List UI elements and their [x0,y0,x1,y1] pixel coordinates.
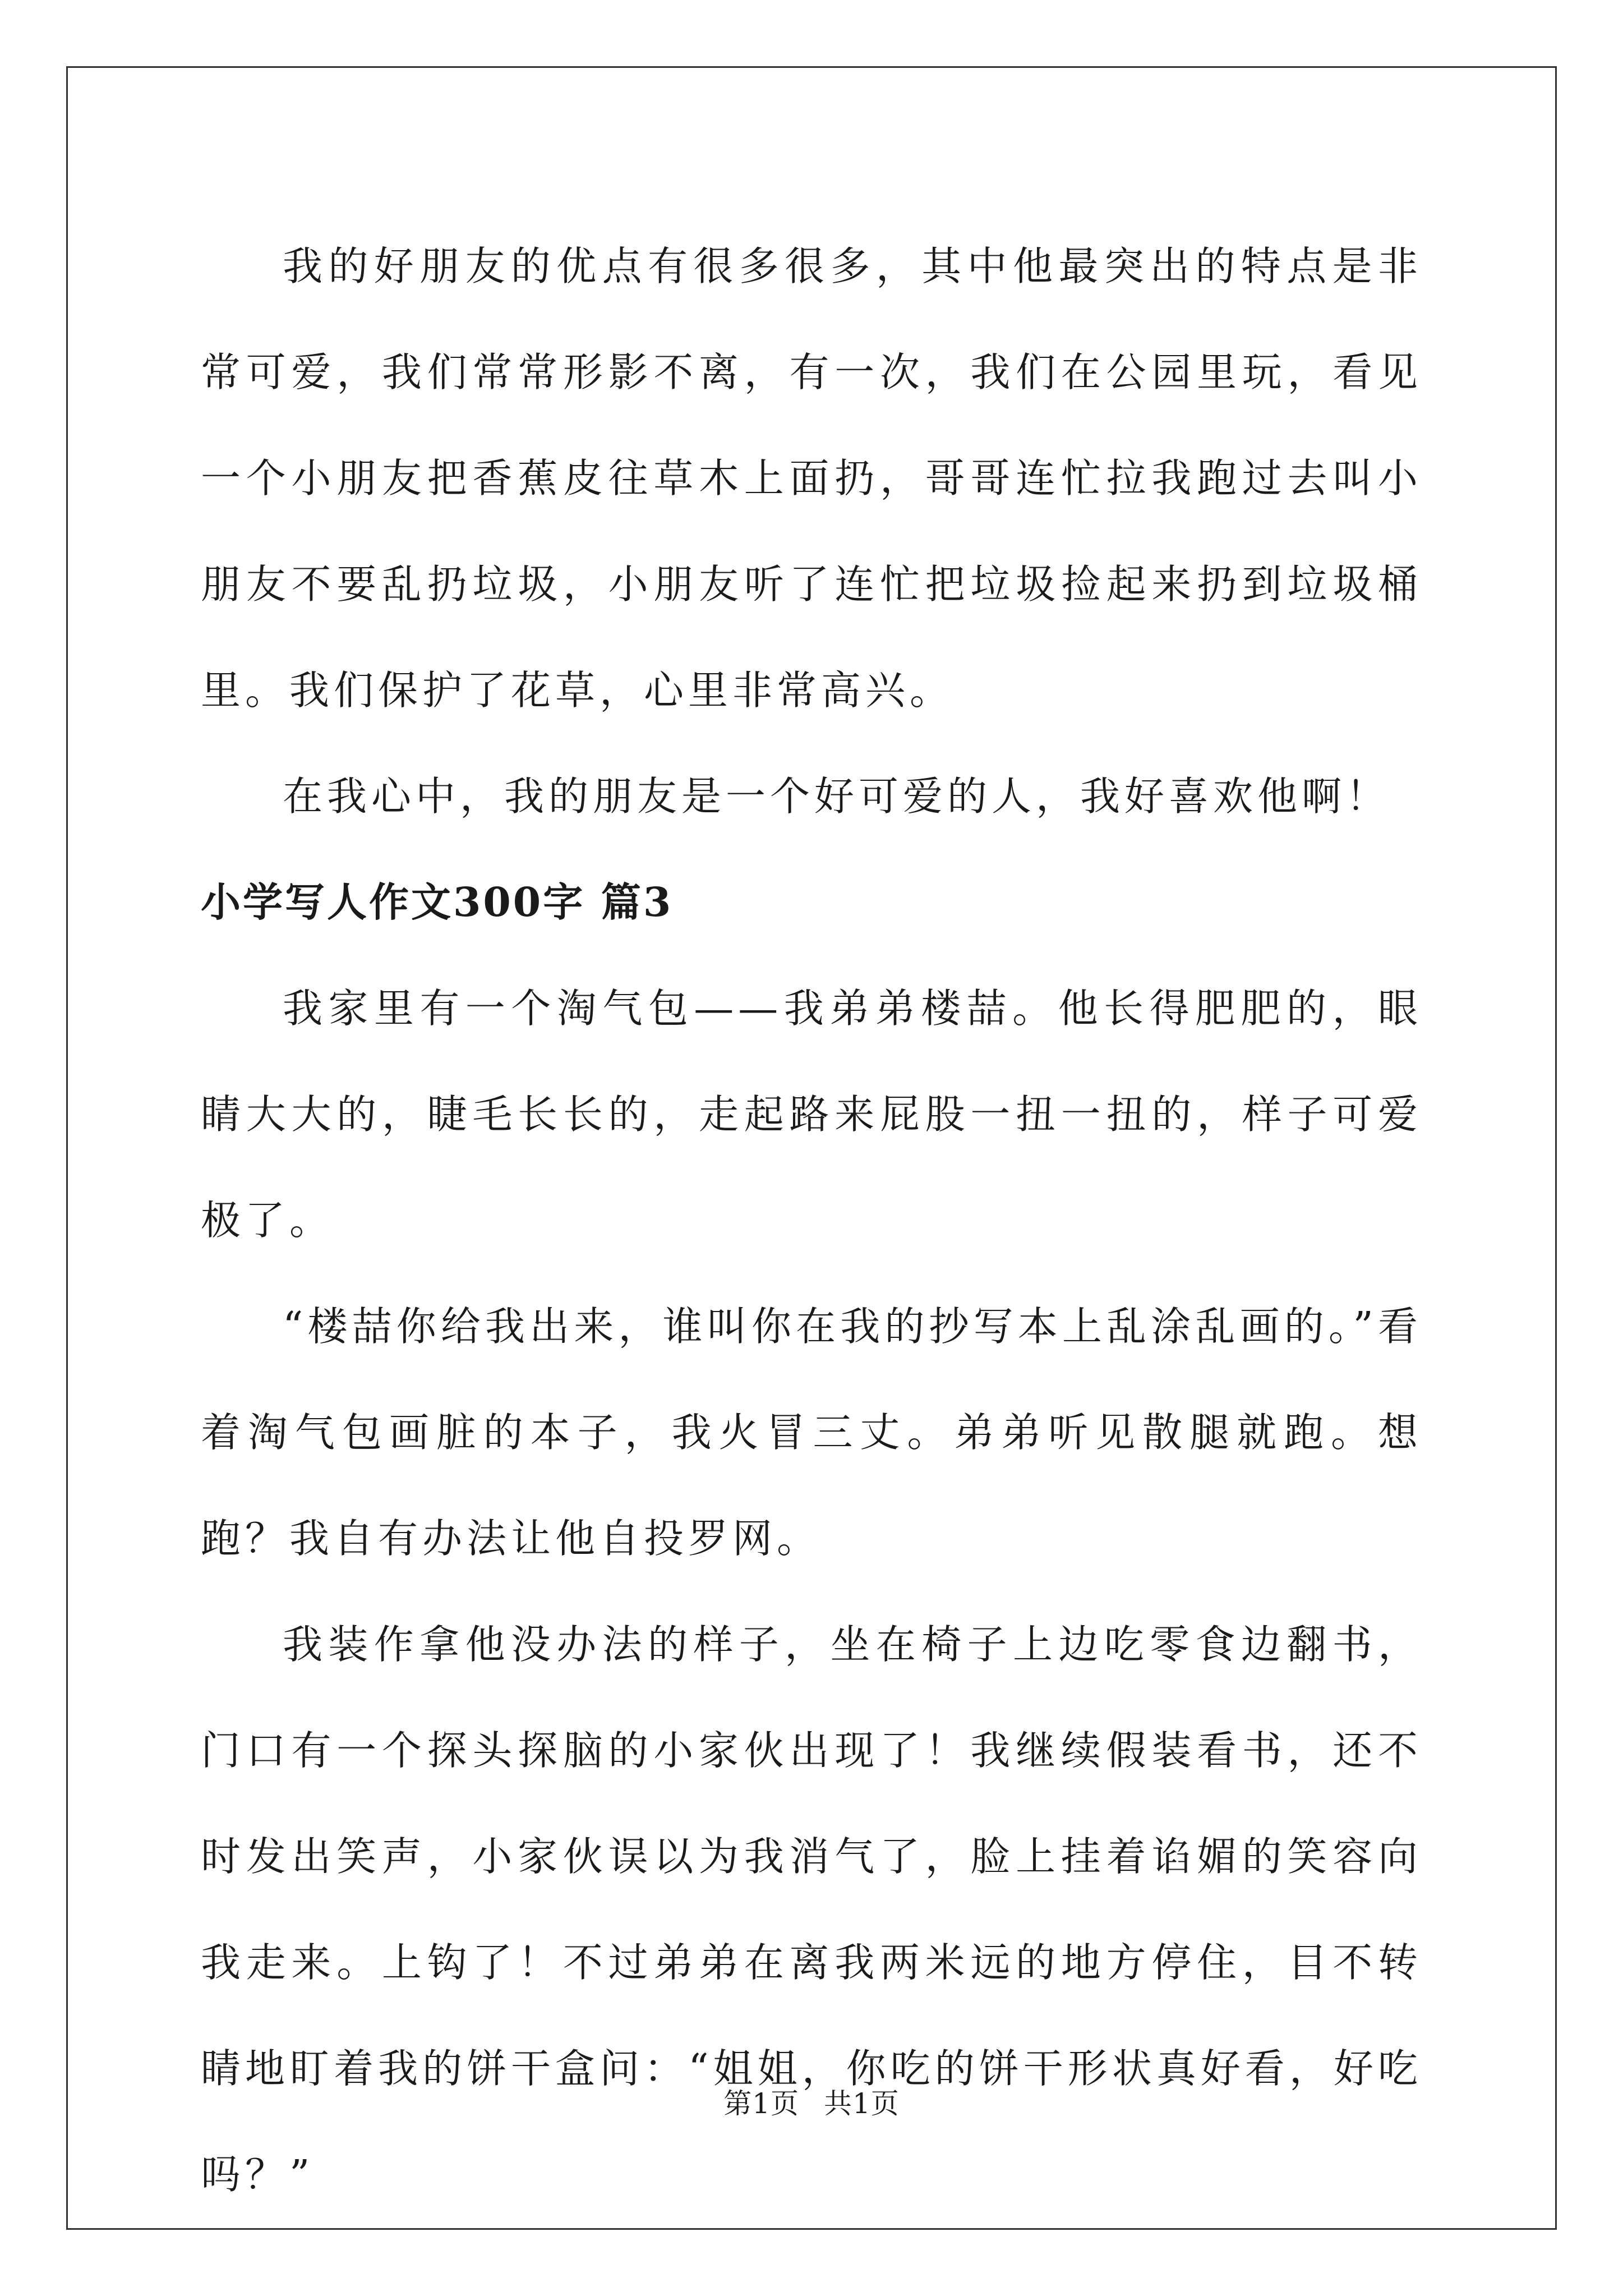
paragraph: 在我心中，我的朋友是一个好可爱的人，我好喜欢他啊！ [283,773,1391,820]
document-body [201,213,1422,2228]
paragraph: 我装作拿他没办法的样子，坐在椅子上边吃零食边翻书，门口有一个探头探脑的小家伙出现了！我继续假装看书，还不时发出笑声，小家伙误以为我消气了，脸上挂着谄媚的笑容向我走来。上钩了！不过弟弟在离我两米远的地方停住，目不转睛地盯着我的饼干盒问：“姐姐，你吃的饼干形状真好看，好吃吗？” [201,1621,1422,2198]
page-total: 共1页 [824,2087,900,2120]
paragraph: “楼喆你给我出来，谁叫你在我的抄写本上乱涂乱画的。”看着淘气包画脏的本子，我火冒三丈。弟弟听见散腿就跑。想跑？我自有办法让他自投罗网。 [201,1303,1422,1562]
page-number: 第1页 [723,2087,799,2120]
section-heading: 小学写人作文300字 篇3 [201,878,674,926]
page-footer [0,2087,1623,2120]
paragraph: 我的好朋友的优点有很多很多，其中他最突出的特点是非常可爱，我们常常形影不离，有一次，我们在公园里玩，看见一个小朋友把香蕉皮往草木上面扔，哥哥连忙拉我跑过去叫小朋友不要乱扔垃圾，小朋友听了连忙把垃圾捡起来扔到垃圾桶里。我们保护了花草，心里非常高兴。 [201,243,1422,714]
paragraph: 我家里有一个淘气包——我弟弟楼喆。他长得肥肥的，眼睛大大的，睫毛长长的，走起路来屁股一扭一扭的，样子可爱极了。 [201,985,1422,1244]
